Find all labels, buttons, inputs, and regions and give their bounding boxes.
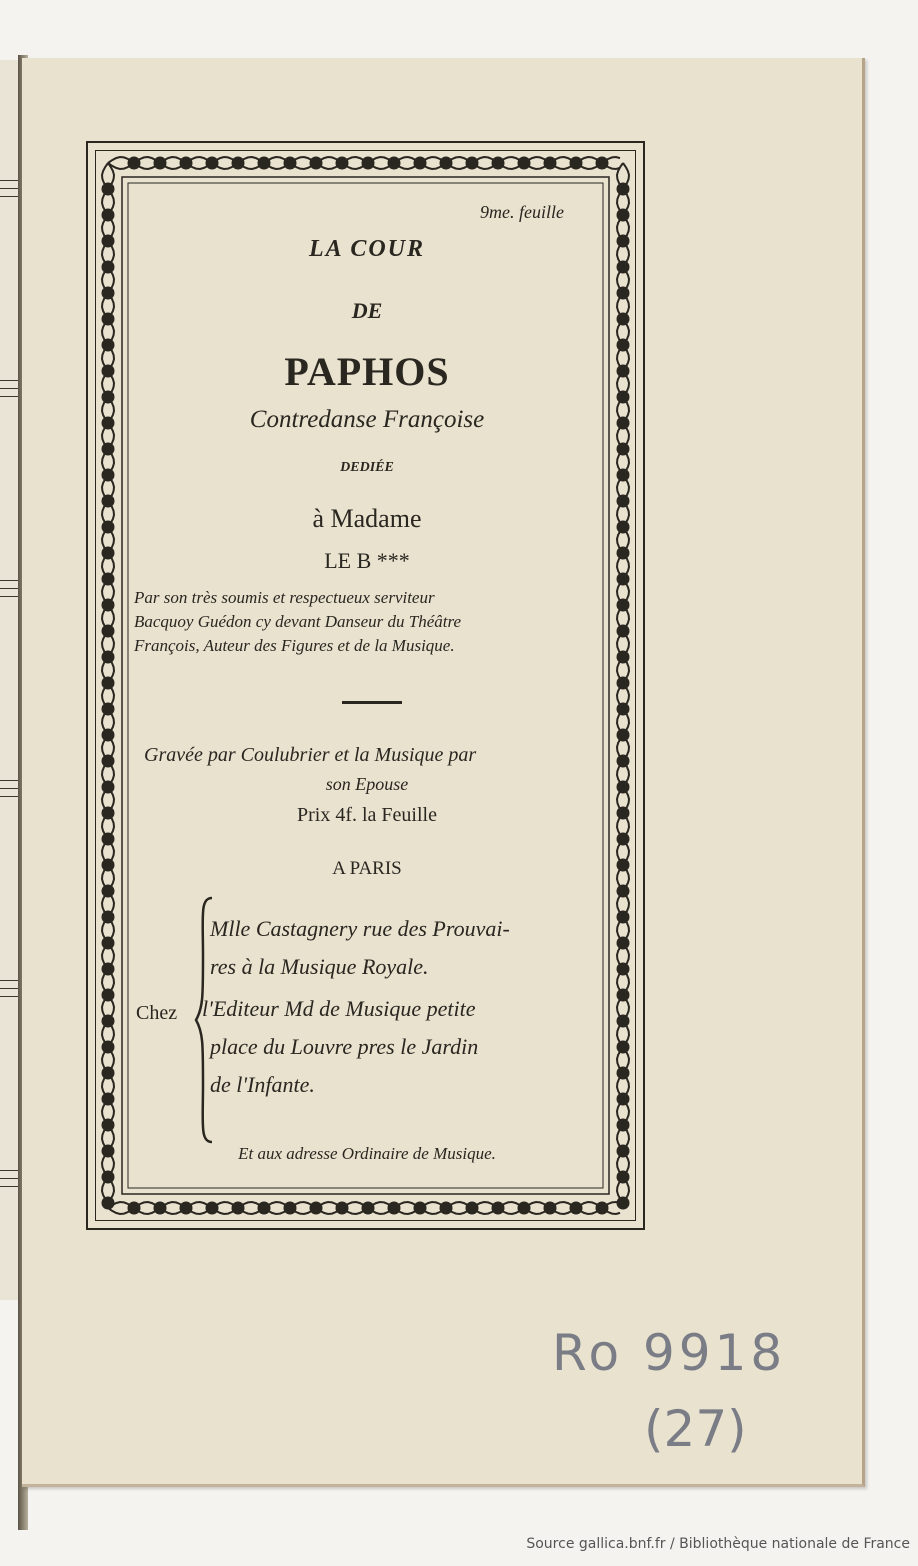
- address-line: l'Editeur Md de Musique petite: [202, 996, 476, 1021]
- author-line-2: Bacquoy Guédon cy devant Danseur du Théâtre: [134, 612, 462, 631]
- border-dot: [617, 235, 630, 248]
- border-dot: [617, 859, 630, 872]
- dedicatee: LE B ***: [324, 548, 410, 573]
- border-dot: [102, 1015, 115, 1028]
- border-dot: [102, 625, 115, 638]
- border-dot: [617, 625, 630, 638]
- border-dot: [414, 1202, 427, 1215]
- border-dot: [102, 755, 115, 768]
- border-dot: [102, 859, 115, 872]
- border-dot: [128, 1202, 141, 1215]
- border-dot: [102, 469, 115, 482]
- border-dot: [388, 1202, 401, 1215]
- subtitle: Contredanse Françoise: [249, 406, 485, 433]
- border-dot: [617, 1119, 630, 1132]
- border-dot: [102, 365, 115, 378]
- border-dot: [570, 157, 583, 170]
- border-dot: [102, 1119, 115, 1132]
- border-dot: [617, 1093, 630, 1106]
- main-title: PAPHOS: [284, 349, 450, 394]
- author-line-3: François, Auteur des Figures et de la Musique.: [134, 636, 455, 655]
- border-dot: [310, 1202, 323, 1215]
- border-dot: [102, 599, 115, 612]
- border-dot: [102, 807, 115, 820]
- city: A PARIS: [332, 858, 402, 879]
- engraver-line-2: son Epouse: [325, 774, 409, 794]
- border-dot: [310, 157, 323, 170]
- border-dot: [617, 703, 630, 716]
- border-dot: [617, 209, 630, 222]
- border-dot: [206, 157, 219, 170]
- chez-label: Chez: [136, 1002, 178, 1024]
- border-dot: [617, 651, 630, 664]
- border-dot: [102, 1093, 115, 1106]
- title-line-1: LA COUR: [308, 236, 426, 262]
- border-dot: [544, 1202, 557, 1215]
- border-dot: [102, 183, 115, 196]
- border-dot: [102, 729, 115, 742]
- border-dot: [617, 1015, 630, 1028]
- border-dot: [617, 1197, 630, 1210]
- border-dot: [102, 677, 115, 690]
- border-dot: [617, 599, 630, 612]
- border-dot: [617, 417, 630, 430]
- border-dot: [258, 1202, 271, 1215]
- handwritten-shelfmark: [548, 1300, 808, 1480]
- border-dot: [617, 287, 630, 300]
- border-dot: [102, 989, 115, 1002]
- border-dot: [102, 781, 115, 794]
- border-dot: [128, 157, 141, 170]
- border-dot: [362, 157, 375, 170]
- border-dot: [102, 651, 115, 664]
- border-dot: [617, 547, 630, 560]
- border-dot: [102, 287, 115, 300]
- border-dot: [232, 157, 245, 170]
- border-dot: [362, 1202, 375, 1215]
- border-dot: [617, 781, 630, 794]
- border-dot: [102, 963, 115, 976]
- border-dot: [102, 1171, 115, 1184]
- border-dot: [388, 157, 401, 170]
- dedication-word: DEDIÉE: [340, 460, 394, 475]
- border-dot: [102, 1041, 115, 1054]
- shelfmark-line-2: (27): [644, 1400, 747, 1458]
- border-dot: [466, 157, 479, 170]
- border-dot: [154, 157, 167, 170]
- border-dot: [617, 989, 630, 1002]
- border-dot: [617, 1067, 630, 1080]
- border-dot: [102, 885, 115, 898]
- border-dot: [617, 677, 630, 690]
- border-dot: [284, 1202, 297, 1215]
- border-dot: [102, 833, 115, 846]
- border-dot: [617, 937, 630, 950]
- border-dot: [102, 1067, 115, 1080]
- border-dot: [102, 937, 115, 950]
- border-dot: [102, 1145, 115, 1158]
- border-dot: [102, 261, 115, 274]
- border-dot: [492, 157, 505, 170]
- border-dot: [102, 417, 115, 430]
- border-dot: [102, 313, 115, 326]
- separator-rule: [342, 701, 402, 704]
- border-dot: [617, 963, 630, 976]
- border-dot: [102, 235, 115, 248]
- price: Prix 4f. la Feuille: [297, 804, 437, 826]
- title-text-block: [132, 188, 602, 1186]
- border-dot: [617, 183, 630, 196]
- source-attribution: Source gallica.bnf.fr / Bibliothèque nationale de France: [526, 1536, 910, 1552]
- border-dot: [102, 391, 115, 404]
- border-dot: [154, 1202, 167, 1215]
- border-dot: [102, 911, 115, 924]
- border-dot: [617, 443, 630, 456]
- border-dot: [466, 1202, 479, 1215]
- border-dot: [617, 729, 630, 742]
- border-dot: [102, 521, 115, 534]
- border-dot: [102, 1197, 115, 1210]
- border-dot: [617, 339, 630, 352]
- border-dot: [414, 157, 427, 170]
- border-dot: [617, 573, 630, 586]
- dedication-to: à Madame: [312, 504, 422, 533]
- border-dot: [617, 495, 630, 508]
- shelfmark-line-1: Ro 9918: [552, 1324, 787, 1382]
- border-dot: [284, 157, 297, 170]
- border-dot: [102, 703, 115, 716]
- border-dot: [617, 911, 630, 924]
- border-dot: [617, 391, 630, 404]
- border-dot: [102, 547, 115, 560]
- border-dot: [336, 1202, 349, 1215]
- border-dot: [258, 157, 271, 170]
- border-dot: [617, 833, 630, 846]
- border-dot: [232, 1202, 245, 1215]
- border-dot: [102, 443, 115, 456]
- engraver-line-1: Gravée par Coulubrier et la Musique par: [144, 744, 477, 766]
- border-dot: [617, 1041, 630, 1054]
- border-dot: [440, 157, 453, 170]
- border-dot: [102, 339, 115, 352]
- border-dot: [617, 469, 630, 482]
- address-line: place du Louvre pres le Jardin: [210, 1034, 479, 1059]
- border-dot: [492, 1202, 505, 1215]
- title-line-2: DE: [351, 298, 383, 323]
- border-dot: [102, 209, 115, 222]
- border-dot: [206, 1202, 219, 1215]
- address-line: Mlle Castagnery rue des Prouvai-: [210, 916, 510, 941]
- address-line: res à la Musique Royale.: [210, 954, 429, 979]
- border-dot: [617, 1171, 630, 1184]
- border-dot: [596, 157, 609, 170]
- border-dot: [102, 495, 115, 508]
- footer-line: Et aux adresse Ordinaire de Musique.: [238, 1144, 496, 1163]
- border-dot: [336, 157, 349, 170]
- border-dot: [180, 157, 193, 170]
- border-dot: [617, 885, 630, 898]
- border-dot: [102, 573, 115, 586]
- author-line-1: Par son très soumis et respectueux serviteur: [134, 588, 435, 607]
- border-dot: [544, 157, 557, 170]
- border-dot: [617, 755, 630, 768]
- border-dot: [617, 313, 630, 326]
- border-dot: [617, 807, 630, 820]
- border-dot: [518, 1202, 531, 1215]
- border-dot: [617, 1145, 630, 1158]
- border-dot: [440, 1202, 453, 1215]
- border-dot: [518, 157, 531, 170]
- sheet-number: 9me. feuille: [480, 202, 564, 222]
- border-dot: [617, 261, 630, 274]
- border-dot: [180, 1202, 193, 1215]
- border-dot: [617, 521, 630, 534]
- border-dot: [596, 1202, 609, 1215]
- border-dot: [570, 1202, 583, 1215]
- border-dot: [617, 365, 630, 378]
- address-line: de l'Infante.: [210, 1072, 315, 1097]
